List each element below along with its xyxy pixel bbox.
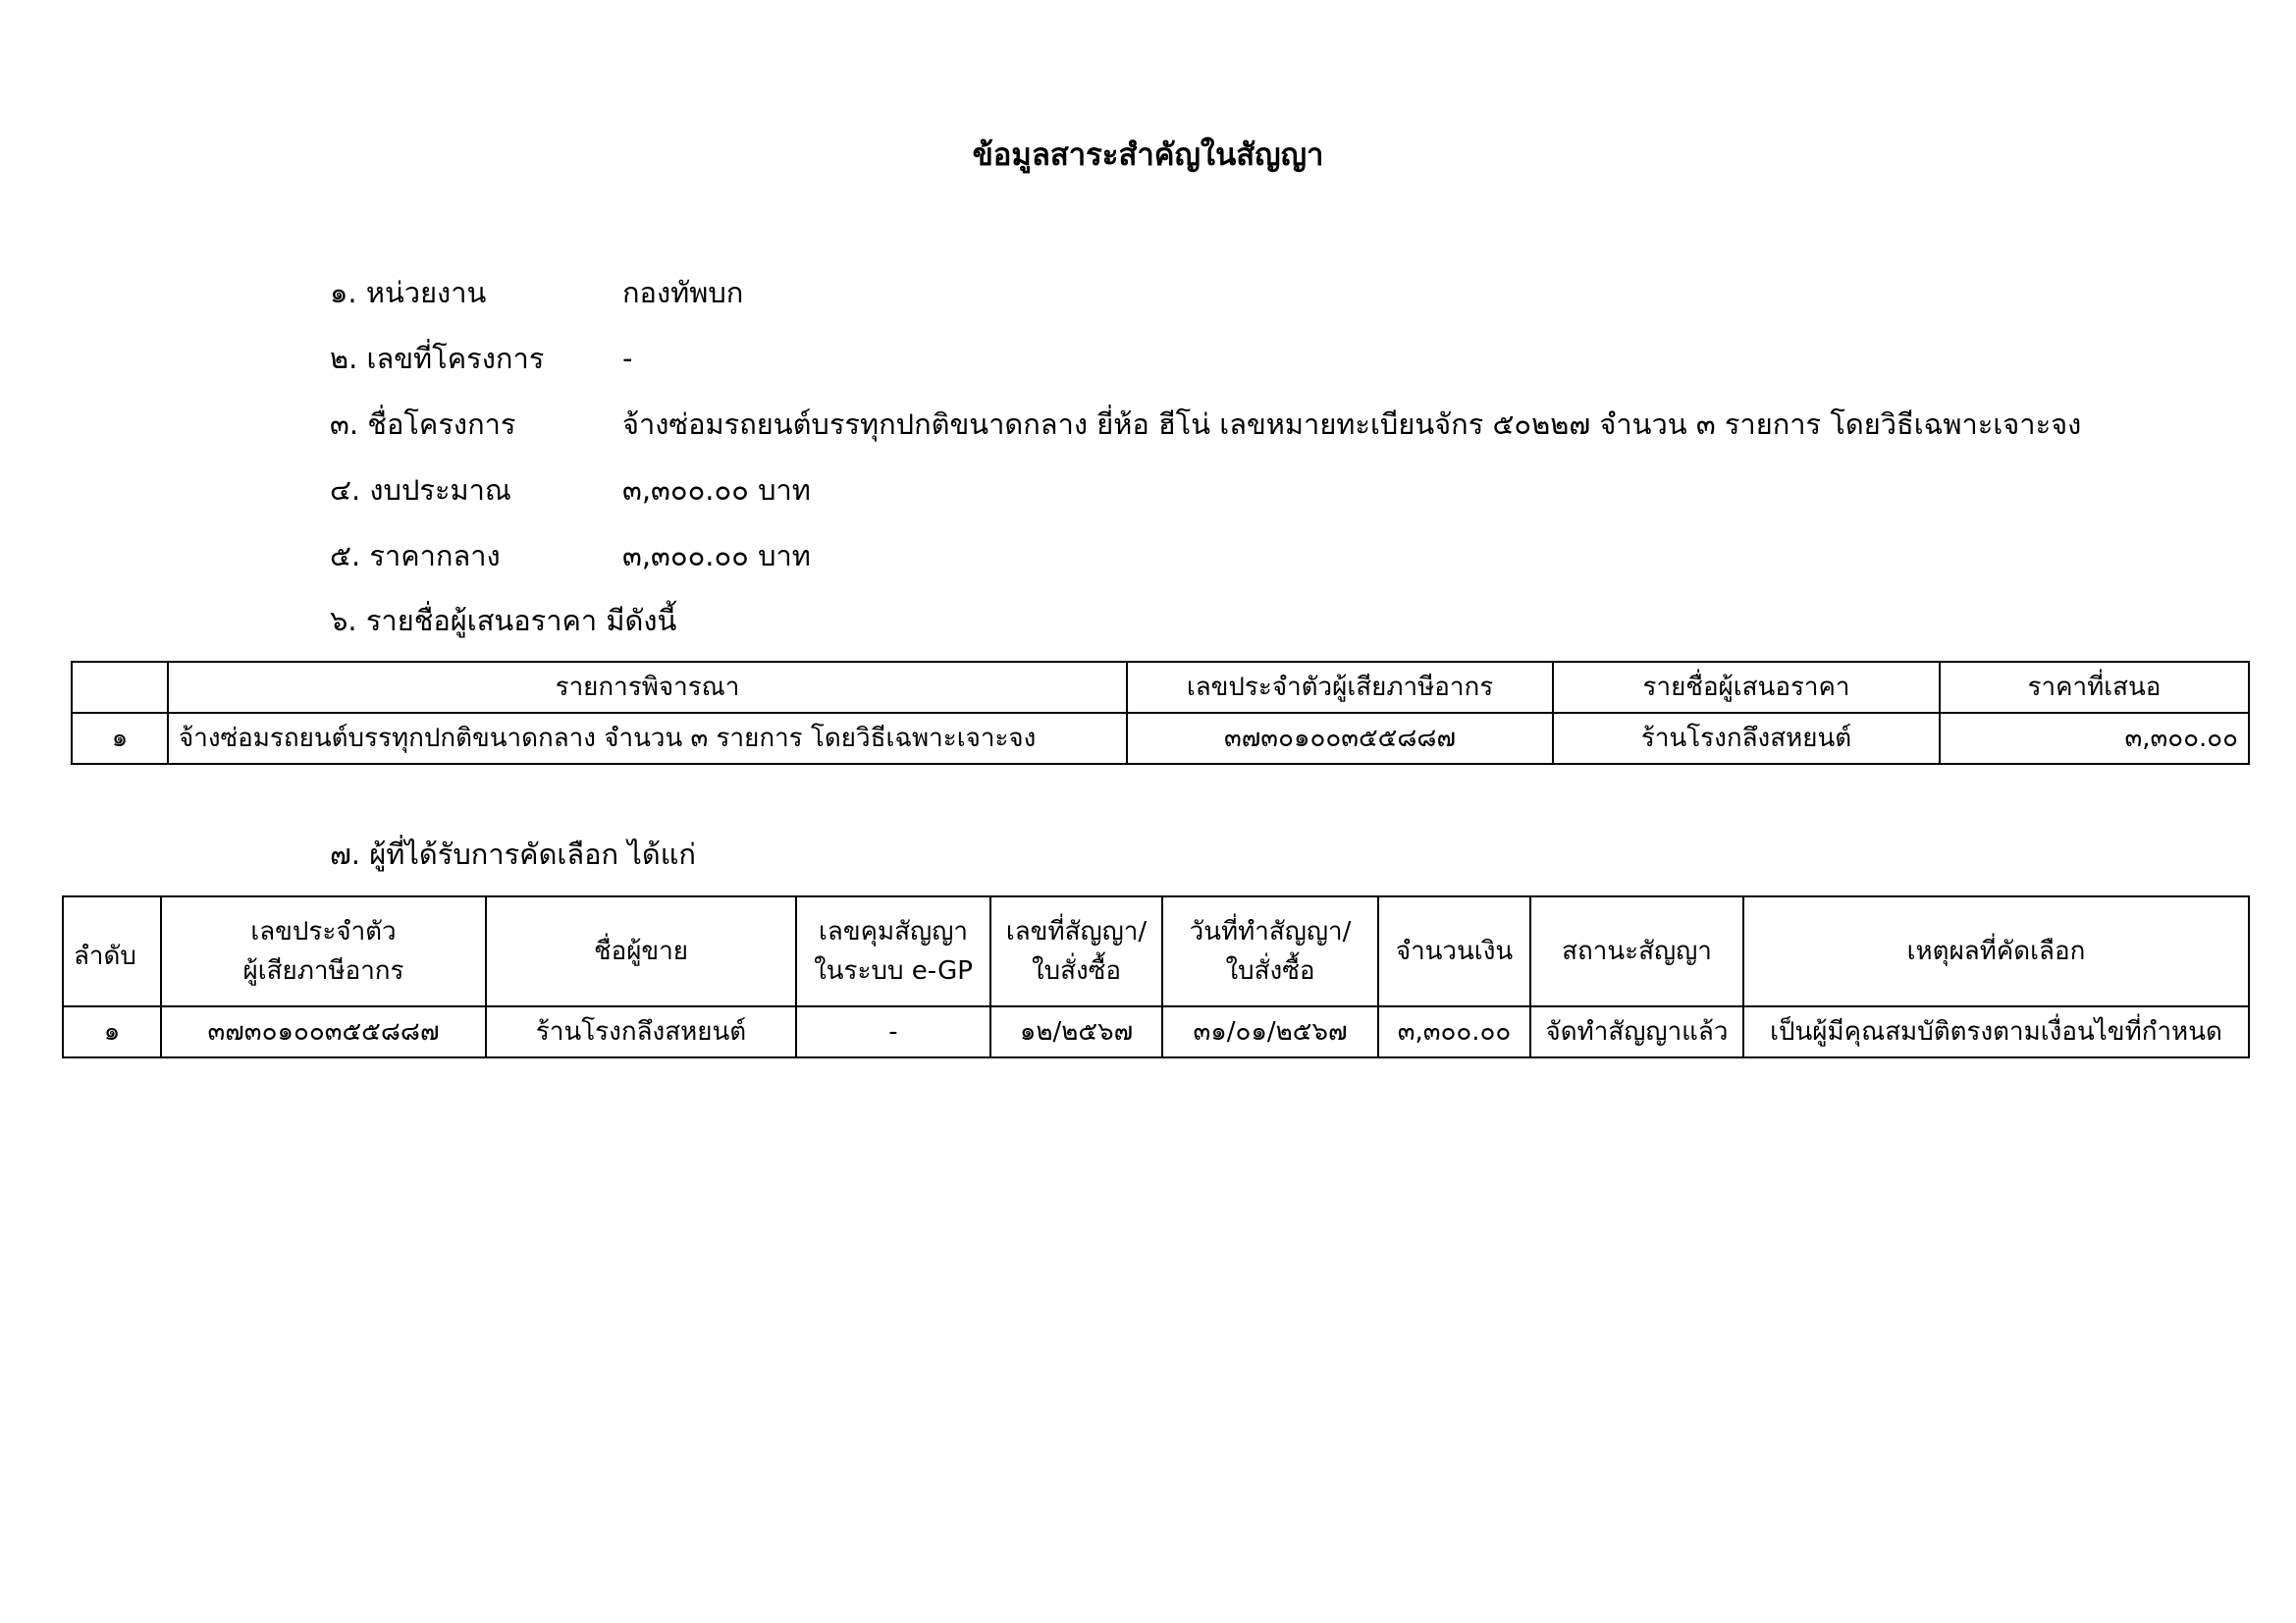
cell-item: จ้างซ่อมรถยนต์บรรทุกปกติขนาดกลาง จำนวน ๓ รายการ โดยวิธีเฉพาะเจาะจง	[168, 713, 1127, 764]
header-cell-egp	[796, 896, 990, 1006]
cell-amount: ๓,๓๐๐.๐๐	[1378, 1006, 1530, 1057]
info-value: -	[622, 342, 633, 375]
winners-section-label: ๗. ผู้ที่ได้รับการคัดเลือก ได้แก่	[330, 838, 696, 871]
table-header-row	[72, 662, 2249, 713]
cell-status: จัดทำสัญญาแล้ว	[1530, 1006, 1743, 1057]
header-seller-label: ชื่อผู้ขาย	[593, 937, 689, 966]
header-amount-label: จำนวนเงิน	[1395, 937, 1514, 966]
info-label: ๕. ราคากลาง	[330, 539, 501, 572]
info-label: ๒. เลขที่โครงการ	[330, 342, 545, 375]
header-status-label: สถานะสัญญา	[1562, 937, 1712, 966]
header-cell-index	[72, 662, 168, 713]
header-contract-date-line2: ใบสั่งซื้อ	[1225, 956, 1315, 986]
table-row	[72, 713, 2249, 764]
header-cell-seller	[486, 896, 796, 1006]
header-reason-label: เหตุผลที่คัดเลือก	[1906, 937, 2086, 966]
table-header-row	[63, 896, 2249, 1006]
header-cell-status	[1530, 896, 1743, 1006]
cell-seller: ร้านโรงกลึงสหยนต์	[486, 1006, 796, 1057]
info-value: จ้างซ่อมรถยนต์บรรทุกปกติขนาดกลาง ยี่ห้อ ฮีโน่ เลขหมายทะเบียนจักร ๕๐๒๒๗ จำนวน ๓ รายการ โดยวิธีเฉพาะเจาะจง	[622, 407, 2082, 441]
document-title: ข้อมูลสาระสำคัญในสัญญา	[972, 137, 1324, 173]
header-cell-reason	[1743, 896, 2249, 1006]
header-cell-seq	[63, 896, 161, 1006]
info-value: ๓,๓๐๐.๐๐ บาท	[622, 473, 811, 507]
header-cell-tax-id: เลขประจำตัวผู้เสียภาษีอากร	[1127, 662, 1553, 713]
info-label: ๓. ชื่อโครงการ	[330, 407, 516, 441]
bidders-table	[71, 661, 2250, 765]
header-cell-item: รายการพิจารณา	[168, 662, 1127, 713]
winners-table	[62, 895, 2250, 1058]
header-cell-offer-price: ราคาที่เสนอ	[1940, 662, 2249, 713]
header-cell-contract-no	[990, 896, 1162, 1006]
info-value: ๓,๓๐๐.๐๐ บาท	[622, 539, 811, 572]
cell-tax-id: ๓๗๓๐๑๐๐๓๕๕๘๘๗	[161, 1006, 486, 1057]
cell-index: ๑	[72, 713, 168, 764]
header-contract-no-line2: ใบสั่งซื้อ	[1031, 956, 1122, 986]
header-egp-line2: ในระบบ e-GP	[814, 956, 973, 986]
header-tax-id-line1: เลขประจำตัว	[250, 917, 397, 947]
info-label: ๔. งบประมาณ	[330, 473, 511, 507]
bidders-section-label: ๖. รายชื่อผู้เสนอราคา มีดังนี้	[330, 604, 677, 637]
info-value: กองทัพบก	[622, 276, 744, 309]
header-contract-no-line1: เลขที่สัญญา/	[1005, 917, 1148, 947]
header-contract-date-line1: วันที่ทำสัญญา/	[1189, 917, 1352, 947]
info-label: ๑. หน่วยงาน	[330, 276, 487, 309]
header-seq-label: ลำดับ	[74, 942, 136, 971]
header-cell-bidder-name: รายชื่อผู้เสนอราคา	[1553, 662, 1940, 713]
cell-egp: -	[796, 1006, 990, 1057]
header-cell-tax-id	[161, 896, 486, 1006]
header-cell-amount	[1378, 896, 1530, 1006]
cell-offer-price: ๓,๓๐๐.๐๐	[1940, 713, 2249, 764]
cell-contract-no: ๑๒/๒๕๖๗	[990, 1006, 1162, 1057]
cell-contract-date: ๓๑/๐๑/๒๕๖๗	[1162, 1006, 1378, 1057]
cell-reason: เป็นผู้มีคุณสมบัติตรงตามเงื่อนไขที่กำหนด	[1743, 1006, 2249, 1057]
cell-tax-id: ๓๗๓๐๑๐๐๓๕๕๘๘๗	[1127, 713, 1553, 764]
header-tax-id-line2: ผู้เสียภาษีอากร	[242, 956, 404, 986]
cell-seq: ๑	[63, 1006, 161, 1057]
header-egp-line1: เลขคุมสัญญา	[819, 917, 968, 947]
table-row	[63, 1006, 2249, 1057]
cell-bidder-name: ร้านโรงกลึงสหยนต์	[1553, 713, 1940, 764]
header-cell-contract-date	[1162, 896, 1378, 1006]
